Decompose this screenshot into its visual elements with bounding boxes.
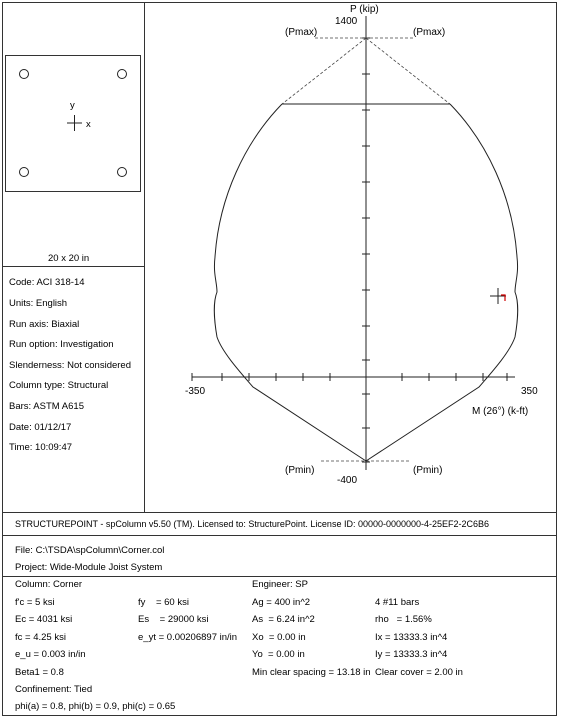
prop-ix: Ix = 13333.3 in^4 <box>375 632 448 643</box>
project-divider <box>2 576 557 577</box>
rebar-bottom-right <box>118 168 127 177</box>
license-top-divider <box>2 512 557 513</box>
section-axis-x: x <box>86 119 91 130</box>
interaction-diagram <box>145 2 557 512</box>
pmax-left-label: (Pmax) <box>285 27 318 38</box>
info-slenderness: Slenderness: Not considered <box>9 360 131 371</box>
load-point-marker <box>490 288 506 304</box>
interaction-curve-dashed-right <box>366 38 450 104</box>
prop-clear-cover: Clear cover = 2.00 in <box>375 667 463 678</box>
pmin-right-label: (Pmin) <box>413 465 443 476</box>
info-run-option: Run option: Investigation <box>9 339 114 350</box>
rebar-bottom-left <box>20 168 29 177</box>
prop-min-clear-spacing: Min clear spacing = 13.18 in <box>252 667 371 678</box>
prop-fc: fc = 4.25 ksi <box>15 632 66 643</box>
prop-fc-prime: f'c = 5 ksi <box>15 597 55 608</box>
p-min-tick-label: -400 <box>337 475 358 486</box>
prop-e-u: e_u = 0.003 in/in <box>15 649 86 660</box>
prop-as: As = 6.24 in^2 <box>252 614 315 625</box>
info-units: Units: English <box>9 298 68 309</box>
license-bottom-divider <box>2 535 557 536</box>
column-section-view <box>5 55 141 192</box>
pmin-left-label: (Pmin) <box>285 465 315 476</box>
rebar-top-right <box>118 70 127 79</box>
prop-confinement: Confinement: Tied <box>15 684 93 695</box>
prop-rho: rho = 1.56% <box>375 614 432 625</box>
m-max-tick-label: 350 <box>521 386 538 397</box>
prop-phi: phi(a) = 0.8, phi(b) = 0.9, phi(c) = 0.65 <box>15 701 176 712</box>
info-run-axis: Run axis: Biaxial <box>9 319 80 330</box>
info-time: Time: 10:09:47 <box>9 442 73 453</box>
interaction-curve-left <box>214 104 366 461</box>
section-divider <box>2 266 144 267</box>
prop-fy: fy = 60 ksi <box>138 597 189 608</box>
rebar-top-left <box>20 70 29 79</box>
m-min-tick-label: -350 <box>185 386 206 397</box>
prop-e-yt: e_yt = 0.00206897 in/in <box>138 632 238 643</box>
section-axis-y: y <box>70 100 75 111</box>
prop-beta1: Beta1 = 0.8 <box>15 667 64 678</box>
project-name: Project: Wide-Module Joist System <box>15 562 163 573</box>
bars-summary: 4 #11 bars <box>375 597 420 608</box>
license-line: STRUCTUREPOINT - spColumn v5.50 (TM). Licensed to: StructurePoint. License ID: 00000-0000000-4-25EF2-2C6B6 <box>15 519 490 529</box>
info-column-type: Column type: Structural <box>9 380 109 391</box>
prop-yo: Yo = 0.00 in <box>252 649 305 660</box>
prop-iy: Iy = 13333.3 in^4 <box>375 649 448 660</box>
p-axis-label: P (kip) <box>350 4 379 15</box>
p-max-tick-label: 1400 <box>335 16 358 27</box>
info-code: Code: ACI 318-14 <box>9 277 85 288</box>
prop-ec: Ec = 4031 ksi <box>15 614 73 625</box>
interaction-curve-dashed-left <box>282 38 366 104</box>
pmax-right-label: (Pmax) <box>413 27 446 38</box>
engineer-name: Engineer: SP <box>252 579 308 590</box>
section-size-label: 20 x 20 in <box>48 253 90 264</box>
prop-xo: Xo = 0.00 in <box>252 632 306 643</box>
info-bars: Bars: ASTM A615 <box>9 401 84 412</box>
file-path: File: C:\TSDA\spColumn\Corner.col <box>15 545 165 556</box>
info-date: Date: 01/12/17 <box>9 422 72 433</box>
column-name: Column: Corner <box>15 579 83 590</box>
prop-es: Es = 29000 ksi <box>138 614 209 625</box>
prop-ag: Ag = 400 in^2 <box>252 597 311 608</box>
section-drawing <box>6 56 140 191</box>
m-axis-label: M (26°) (k-ft) <box>472 406 529 417</box>
